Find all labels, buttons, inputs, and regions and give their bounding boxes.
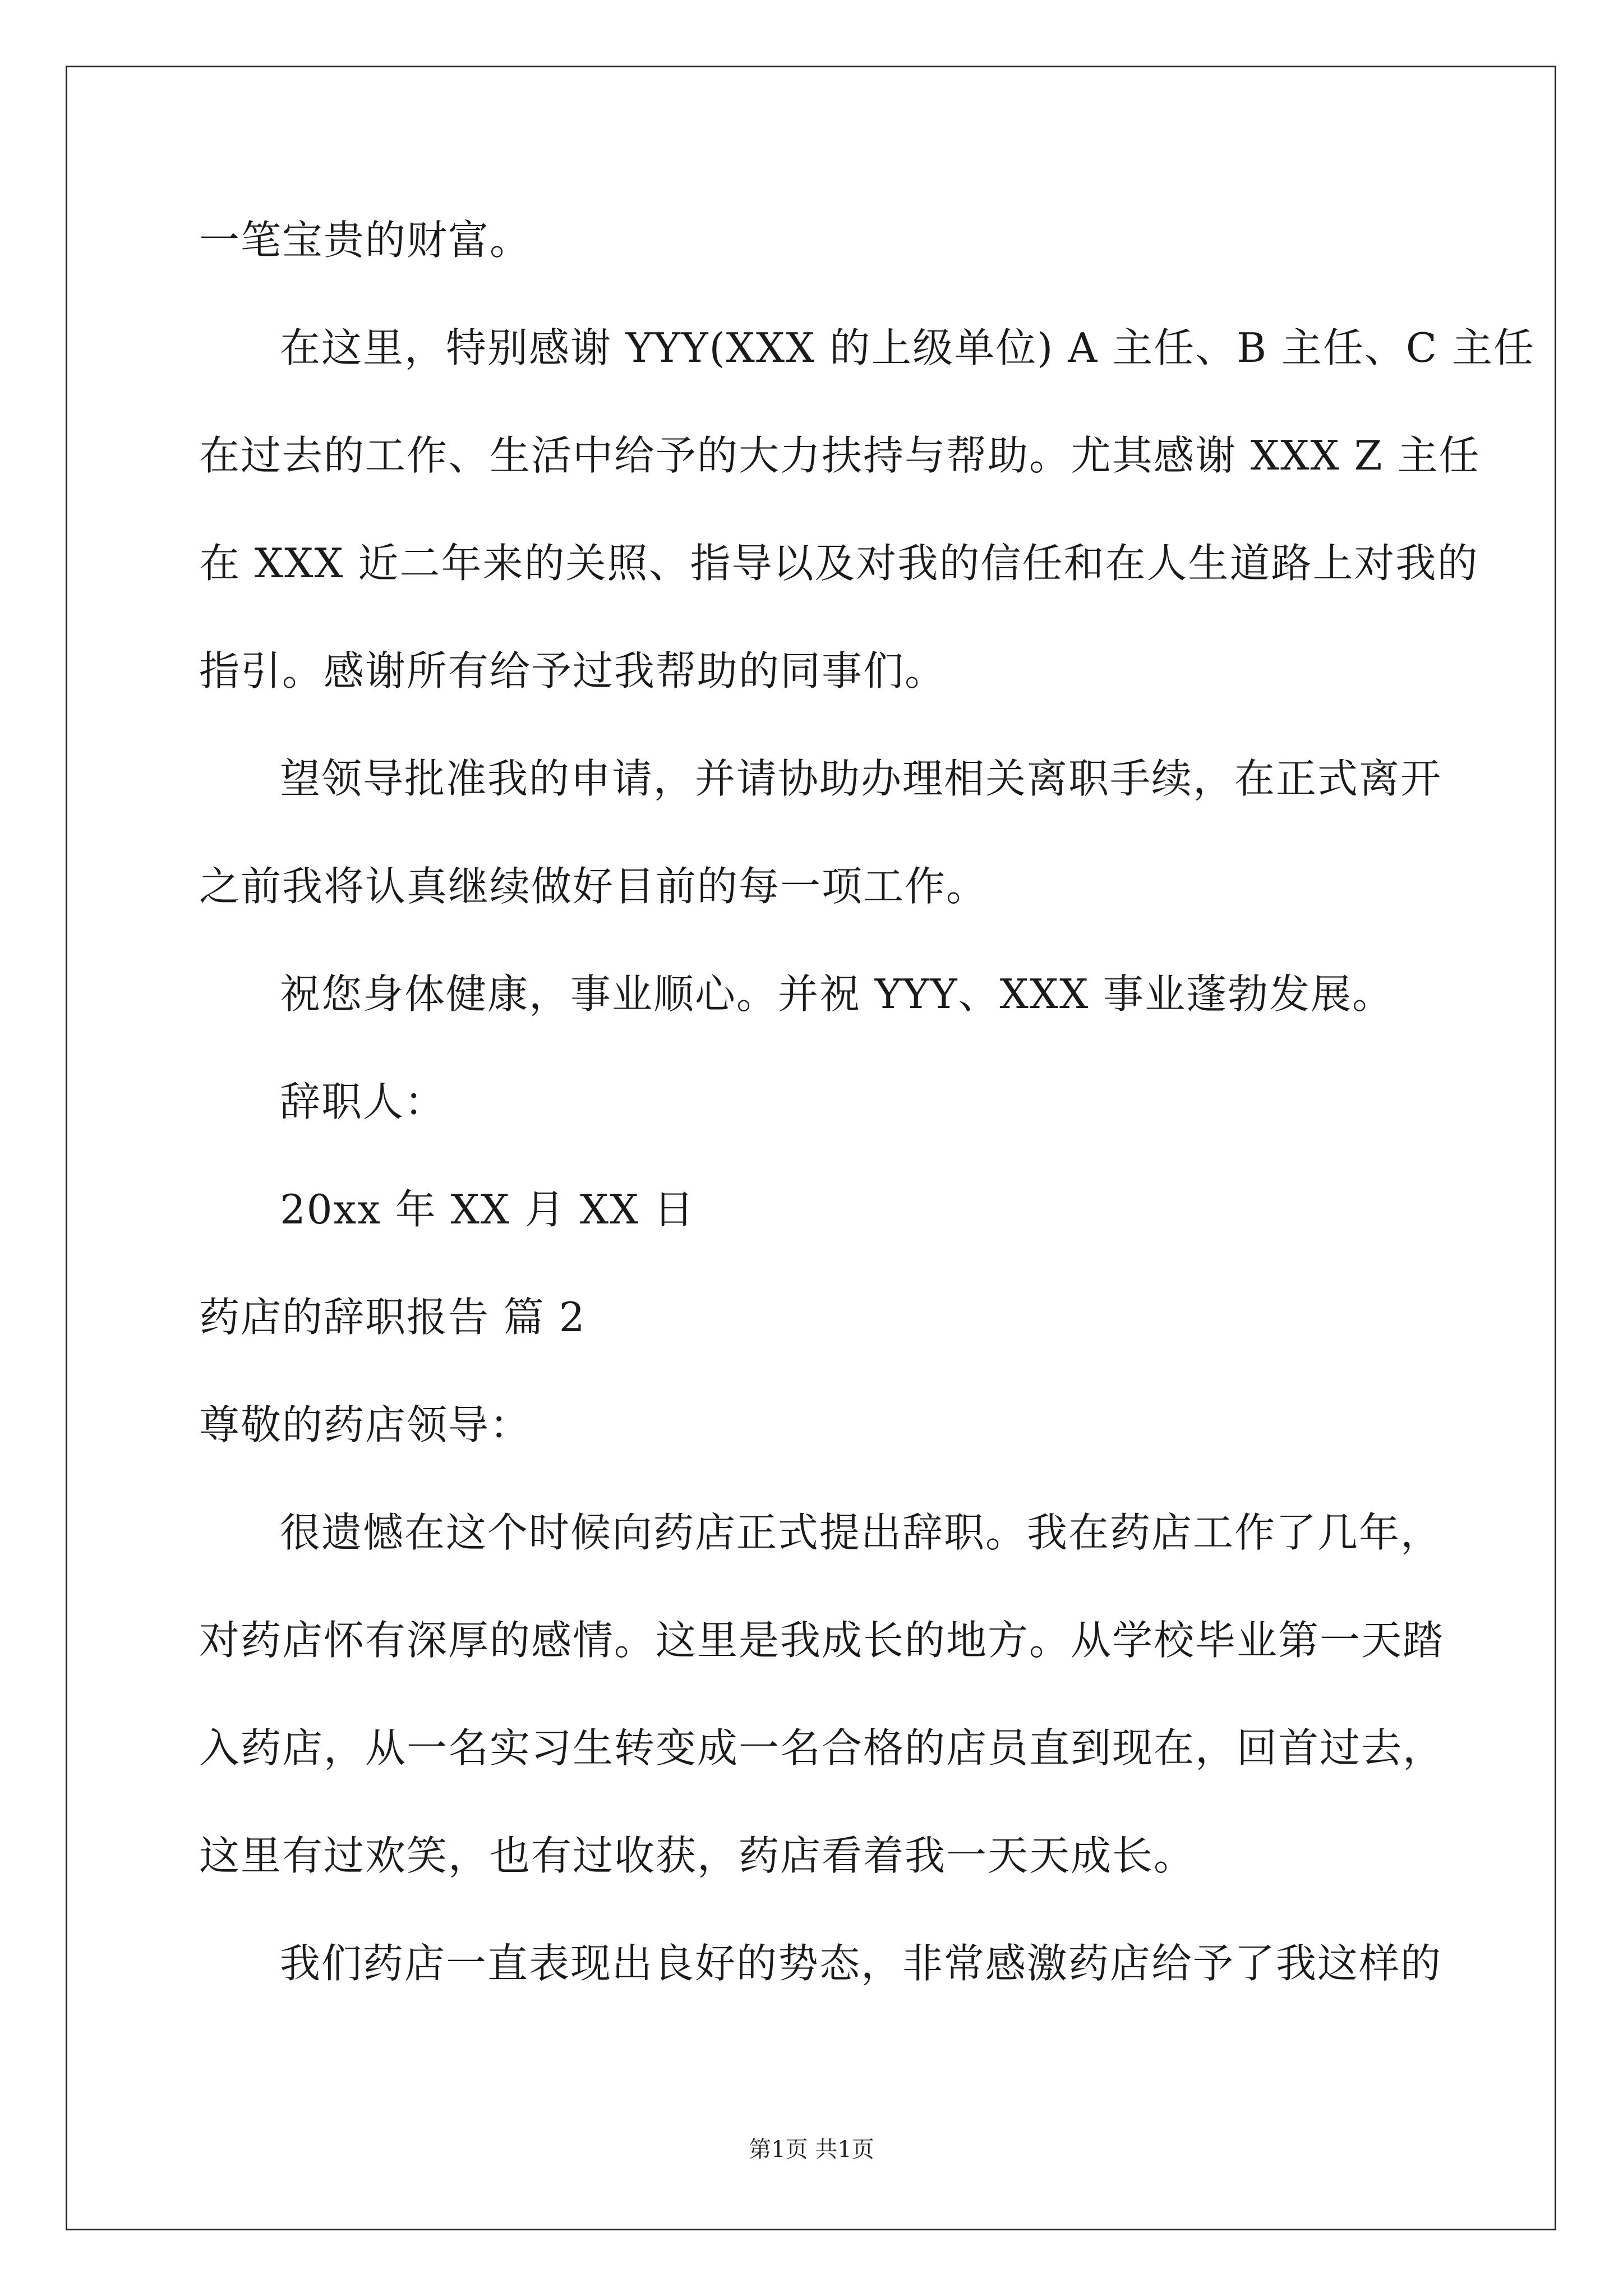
signature-label: 辞职人： xyxy=(280,1078,446,1125)
text-line: 对药店怀有深厚的感情。这里是我成长的地方。从学校毕业第一天踏 xyxy=(199,1617,1445,1664)
text-line: 在这里，特别感谢 YYY(XXX 的上级单位) A 主任、B 主任、C 主任 xyxy=(280,324,1535,371)
text-line: 之前我将认真继续做好目前的每一项工作。 xyxy=(199,863,988,910)
text-line: 在 XXX 近二年来的关照、指导以及对我的信任和在人生道路上对我的 xyxy=(199,540,1479,587)
text-line: 一笔宝贵的财富。 xyxy=(199,217,532,264)
text-line: 很遗憾在这个时候向药店正式提出辞职。我在药店工作了几年， xyxy=(280,1509,1442,1556)
text-line: 这里有过欢笑，也有过收获，药店看着我一天天成长。 xyxy=(199,1832,1196,1879)
page-footer: 第1页 共1页 xyxy=(749,2137,874,2162)
salutation: 尊敬的药店领导： xyxy=(199,1401,532,1448)
text-line: 望领导批准我的申请，并请协助办理相关离职手续，在正式离开 xyxy=(280,755,1442,802)
text-line: 我们药店一直表现出良好的势态，非常感激药店给予了我这样的 xyxy=(280,1940,1442,1987)
text-line: 祝您身体健康，事业顺心。并祝 YYY、XXX 事业蓬勃发展。 xyxy=(280,970,1394,1018)
text-line: 指引。感谢所有给予过我帮助的同事们。 xyxy=(199,647,947,694)
text-line: 入药店，从一名实习生转变成一名合格的店员直到现在，回首过去， xyxy=(199,1724,1445,1772)
section-heading: 药店的辞职报告 篇 2 xyxy=(199,1294,586,1341)
date-line: 20xx 年 XX 月 XX 日 xyxy=(280,1186,695,1233)
text-line: 在过去的工作、生活中给予的大力扶持与帮助。尤其感谢 XXX Z 主任 xyxy=(199,432,1481,479)
document-body xyxy=(199,213,1535,2044)
